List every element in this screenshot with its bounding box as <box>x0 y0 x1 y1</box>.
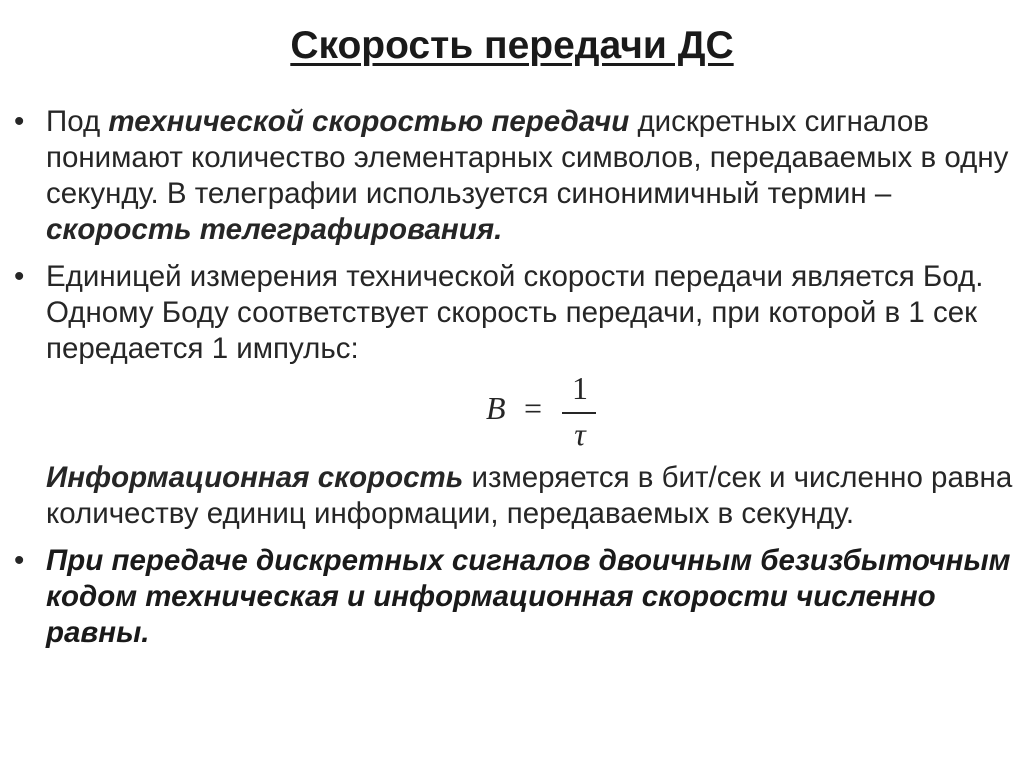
info-speed-text: измеряется в бит/сек и численно равна количеству единиц информации, передаваемых в секунду. <box>46 461 1013 530</box>
bullet1-term-telegraph-speed: скорость телеграфирования <box>46 213 495 246</box>
bullet-icon: • <box>14 105 25 138</box>
bullet-item-1 <box>14 104 1014 248</box>
info-speed-paragraph <box>14 460 1014 532</box>
slide-title <box>0 18 1024 74</box>
bullet2-text: Единицей измерения технической скорости передачи является Бод. Одному Боду соответствует скорость передачи, при которой в 1 сек передается 1 импульс: <box>46 260 984 365</box>
bullet1-term-technical-speed: технической скоростью передачи <box>108 105 630 138</box>
formula-lhs: B <box>486 390 506 426</box>
bullet1-part2: дискретных сигналов понимают количество элементарных символов, передаваемых в одну секунду. В телеграфии используется синонимичный термин – <box>46 105 1009 210</box>
bullet3-text: При передаче дискретных сигналов двоичным безизбыточным кодом техническая и информационная скорости численно равны. <box>46 544 1011 649</box>
info-speed-term: Информационная скорость <box>46 461 464 494</box>
formula-numerator: 1 <box>572 370 588 406</box>
bullet-icon: • <box>14 544 25 577</box>
baud-formula <box>14 370 1014 454</box>
bullet1-part3: . <box>494 213 503 246</box>
bullet-icon: • <box>14 260 25 293</box>
formula-denominator: τ <box>574 416 586 452</box>
bullet-item-2 <box>14 259 1014 367</box>
bullet1-part1: Под <box>46 105 109 138</box>
bullet-item-3 <box>14 543 1014 651</box>
slide-content <box>14 104 1014 651</box>
slide-title-text: Скорость передачи ДС <box>290 24 734 67</box>
formula-equals: = <box>524 390 543 426</box>
